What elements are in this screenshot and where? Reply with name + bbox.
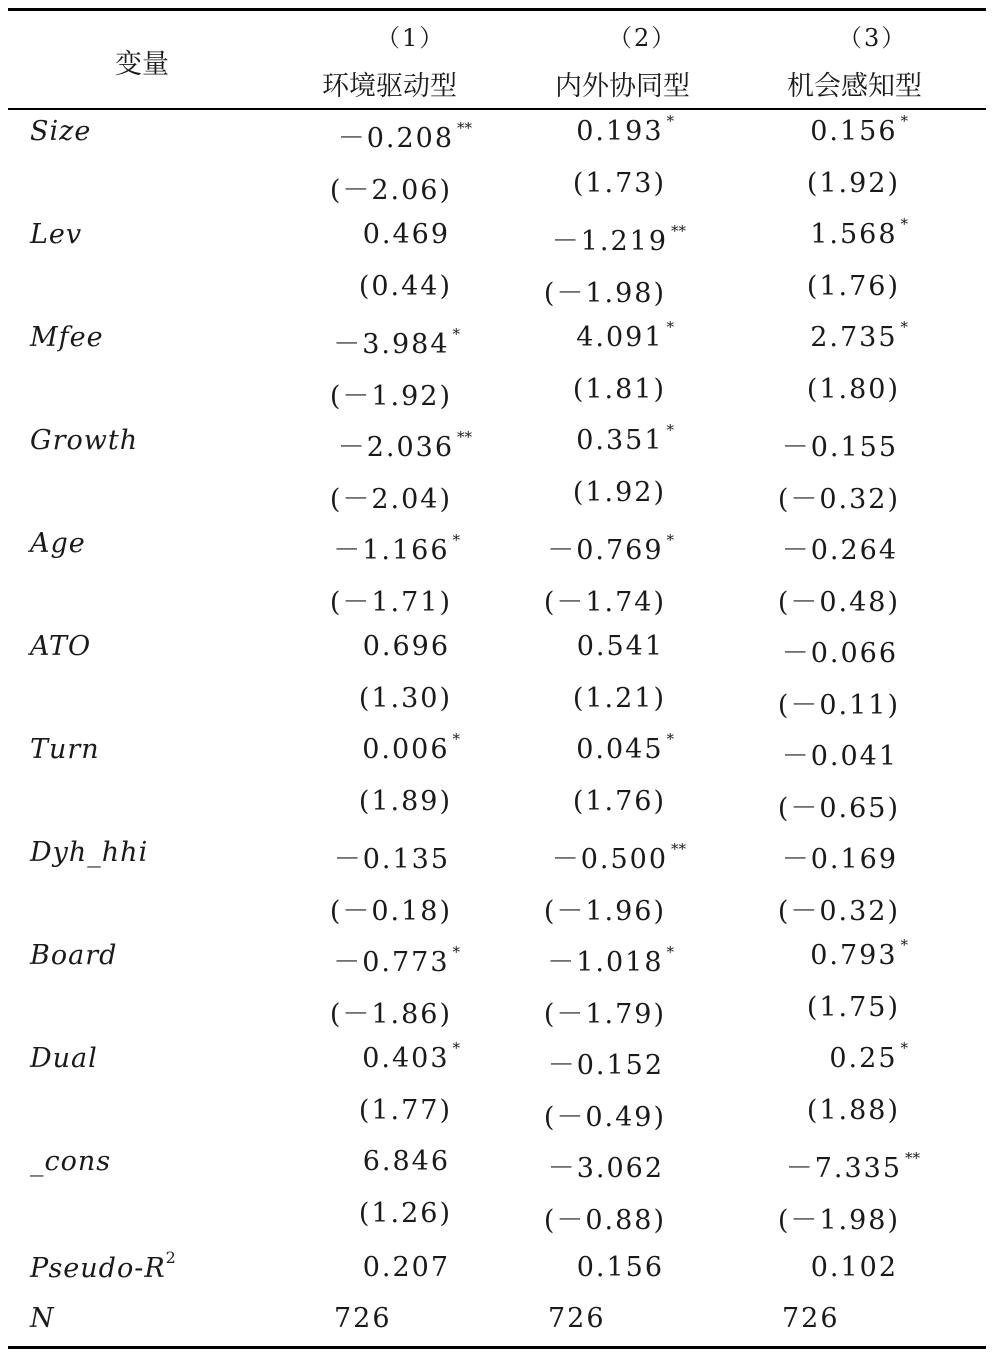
t-statistic-cell: (－0.88) — [543, 1205, 666, 1236]
variable-label: Mfee — [30, 322, 104, 353]
significance-stars: * — [452, 730, 460, 748]
pseudo-r2-col1: 0.207 — [362, 1252, 450, 1283]
coefficient-cell — [552, 837, 686, 876]
t-statistic-cell: (1.80) — [806, 374, 900, 405]
t-statistic-cell: (1.76) — [806, 271, 900, 302]
t-statistic-cell: (－0.32) — [777, 484, 900, 515]
coefficient-value: 0.351 — [576, 425, 664, 456]
coefficient-cell — [334, 837, 450, 876]
coefficient-value: －1.166 — [333, 535, 450, 566]
significance-stars: * — [900, 1039, 908, 1057]
t-statistic-cell: (1.21) — [572, 683, 666, 714]
t-statistic-cell: (－1.74) — [543, 587, 666, 618]
col3-number: （3） — [838, 24, 908, 52]
coefficient-cell — [362, 1039, 460, 1074]
significance-stars: * — [452, 1039, 460, 1057]
coefficient-cell — [577, 631, 664, 662]
t-statistic-cell: (－1.96) — [543, 896, 666, 927]
significance-stars: * — [452, 943, 460, 961]
coefficient-value: 2.735 — [810, 322, 898, 353]
significance-stars: * — [900, 215, 908, 233]
significance-stars: ** — [671, 840, 686, 858]
significance-stars: * — [666, 421, 674, 439]
significance-stars: ** — [457, 119, 472, 137]
significance-stars: * — [666, 318, 674, 336]
coefficient-cell — [552, 219, 686, 258]
t-statistic-cell: (－0.48) — [777, 587, 900, 618]
coefficient-cell — [362, 730, 460, 765]
significance-stars: * — [666, 730, 674, 748]
t-statistic-cell: (－2.04) — [329, 484, 452, 515]
t-statistic-cell: (1.73) — [572, 168, 666, 199]
coefficient-cell — [548, 1043, 664, 1082]
coefficient-cell — [363, 1146, 450, 1177]
t-statistic-cell: (－2.06) — [329, 175, 452, 206]
significance-stars: * — [900, 112, 908, 130]
coefficient-value: －3.062 — [547, 1153, 664, 1184]
coefficient-value: －1.018 — [547, 947, 664, 978]
coefficient-value: －0.500 — [551, 844, 668, 875]
coefficient-value: －3.984 — [333, 329, 450, 360]
significance-stars: ** — [671, 222, 686, 240]
variable-label: Turn — [30, 734, 100, 765]
coefficient-value: 0.541 — [576, 631, 664, 662]
n-col3: 726 — [782, 1303, 840, 1334]
t-statistic-cell: (1.89) — [358, 786, 452, 817]
variable-label: Growth — [30, 425, 139, 456]
coefficient-value: 0.045 — [576, 734, 664, 765]
variable-header: 变量 — [115, 49, 169, 80]
significance-stars: * — [900, 318, 908, 336]
t-statistic-cell: (－1.79) — [543, 999, 666, 1030]
variable-label: _cons — [30, 1146, 112, 1177]
significance-stars: * — [666, 531, 674, 549]
pseudo-r2-col3: 0.102 — [810, 1252, 898, 1283]
variable-label: Lev — [30, 219, 83, 250]
coefficient-value: －0.773 — [333, 947, 450, 978]
variable-label: Age — [30, 528, 86, 559]
coefficient-value: 0.403 — [362, 1043, 450, 1074]
t-statistic-cell: (0.44) — [358, 271, 452, 302]
coefficient-value: －0.769 — [547, 535, 664, 566]
t-statistic-cell: (－1.98) — [543, 278, 666, 309]
coefficient-cell — [333, 940, 460, 979]
coefficient-cell — [338, 116, 472, 155]
coefficient-cell — [786, 1146, 920, 1185]
variable-label: Dual — [30, 1043, 98, 1074]
t-statistic-cell: (－0.32) — [777, 896, 900, 927]
t-statistic-cell: (1.92) — [572, 477, 666, 508]
significance-stars: ** — [905, 1149, 920, 1167]
coefficient-value: －0.264 — [781, 535, 898, 566]
t-statistic-cell: (－1.98) — [777, 1205, 900, 1236]
col3-title: 机会感知型 — [787, 71, 922, 102]
coefficient-value: －0.152 — [547, 1050, 664, 1081]
t-statistic-cell: (－1.92) — [329, 381, 452, 412]
pseudo-r2-label-text: Pseudo-R — [30, 1253, 166, 1284]
col1-title: 环境驱动型 — [322, 71, 457, 102]
coefficient-value: 6.846 — [362, 1146, 450, 1177]
coefficient-value: 4.091 — [576, 322, 664, 353]
t-statistic-cell: (－0.65) — [777, 793, 900, 824]
n-col1: 726 — [334, 1303, 392, 1334]
coefficient-cell — [363, 631, 450, 662]
coefficient-cell — [829, 1039, 908, 1074]
n-label: N — [30, 1303, 55, 1334]
coefficient-value: 0.696 — [362, 631, 450, 662]
coefficient-cell — [338, 425, 472, 464]
coefficient-cell — [333, 322, 460, 361]
t-statistic-cell: (－0.49) — [543, 1102, 666, 1133]
coefficient-value: －0.066 — [781, 638, 898, 669]
coefficient-cell — [576, 318, 674, 353]
t-statistic-cell: (1.75) — [806, 992, 900, 1023]
variable-label: Dyh_hhi — [30, 837, 149, 868]
coefficient-cell — [810, 936, 908, 971]
variable-label: ATO — [30, 631, 92, 662]
coefficient-value: －2.036 — [337, 432, 454, 463]
significance-stars: * — [452, 325, 460, 343]
pseudo-r2-label — [30, 1248, 177, 1284]
top-rule — [8, 8, 986, 11]
header-rule — [8, 108, 986, 110]
t-statistic-cell: (1.88) — [806, 1095, 900, 1126]
col2-title: 内外协同型 — [555, 71, 690, 102]
coefficient-cell — [782, 734, 898, 773]
coefficient-cell — [576, 421, 674, 456]
coefficient-value: －0.135 — [333, 844, 450, 875]
coefficient-cell — [782, 528, 898, 567]
t-statistic-cell: (1.30) — [358, 683, 452, 714]
t-statistic-cell: (1.81) — [572, 374, 666, 405]
t-statistic-cell: (1.92) — [806, 168, 900, 199]
col2-number: （2） — [608, 24, 678, 52]
coefficient-value: －0.041 — [781, 741, 898, 772]
coefficient-cell — [333, 528, 460, 567]
coefficient-cell — [782, 631, 898, 670]
coefficient-cell — [547, 528, 674, 567]
coefficient-cell — [810, 318, 908, 353]
coefficient-cell — [782, 837, 898, 876]
significance-stars: * — [900, 936, 908, 954]
coefficient-cell — [363, 219, 450, 250]
coefficient-value: 0.006 — [362, 734, 450, 765]
t-statistic-cell: (－1.86) — [329, 999, 452, 1030]
significance-stars: * — [666, 943, 674, 961]
coefficient-cell — [782, 425, 898, 464]
coefficient-value: 0.193 — [576, 116, 664, 147]
coefficient-cell — [810, 215, 908, 250]
coefficient-cell — [547, 940, 674, 979]
coefficient-cell — [548, 1146, 664, 1185]
t-statistic-cell: (－0.11) — [777, 690, 900, 721]
pseudo-r2-col2: 0.156 — [576, 1252, 664, 1283]
significance-stars: ** — [457, 428, 472, 446]
coefficient-value: －7.335 — [785, 1153, 902, 1184]
coefficient-value: －0.155 — [781, 432, 898, 463]
t-statistic-cell: (－0.18) — [329, 896, 452, 927]
coefficient-value: 0.25 — [829, 1043, 898, 1074]
coefficient-value: 0.793 — [810, 940, 898, 971]
coefficient-value: －0.208 — [337, 123, 454, 154]
col1-number: （1） — [376, 24, 446, 52]
bottom-rule — [8, 1346, 986, 1349]
coefficient-cell — [576, 730, 674, 765]
t-statistic-cell: (1.77) — [358, 1095, 452, 1126]
pseudo-r2-superscript: 2 — [165, 1248, 177, 1267]
coefficient-cell — [576, 112, 674, 147]
t-statistic-cell: (1.76) — [572, 786, 666, 817]
variable-label: Board — [30, 940, 118, 971]
t-statistic-cell: (1.26) — [358, 1198, 452, 1229]
coefficient-value: －0.169 — [781, 844, 898, 875]
coefficient-value: －1.219 — [551, 226, 668, 257]
coefficient-value: 1.568 — [810, 219, 898, 250]
significance-stars: * — [666, 112, 674, 130]
coefficient-value: 0.469 — [362, 219, 450, 250]
significance-stars: * — [452, 531, 460, 549]
coefficient-value: 0.156 — [810, 116, 898, 147]
t-statistic-cell: (－1.71) — [329, 587, 452, 618]
variable-label: Size — [30, 116, 92, 147]
n-col2: 726 — [548, 1303, 606, 1334]
coefficient-cell — [810, 112, 908, 147]
